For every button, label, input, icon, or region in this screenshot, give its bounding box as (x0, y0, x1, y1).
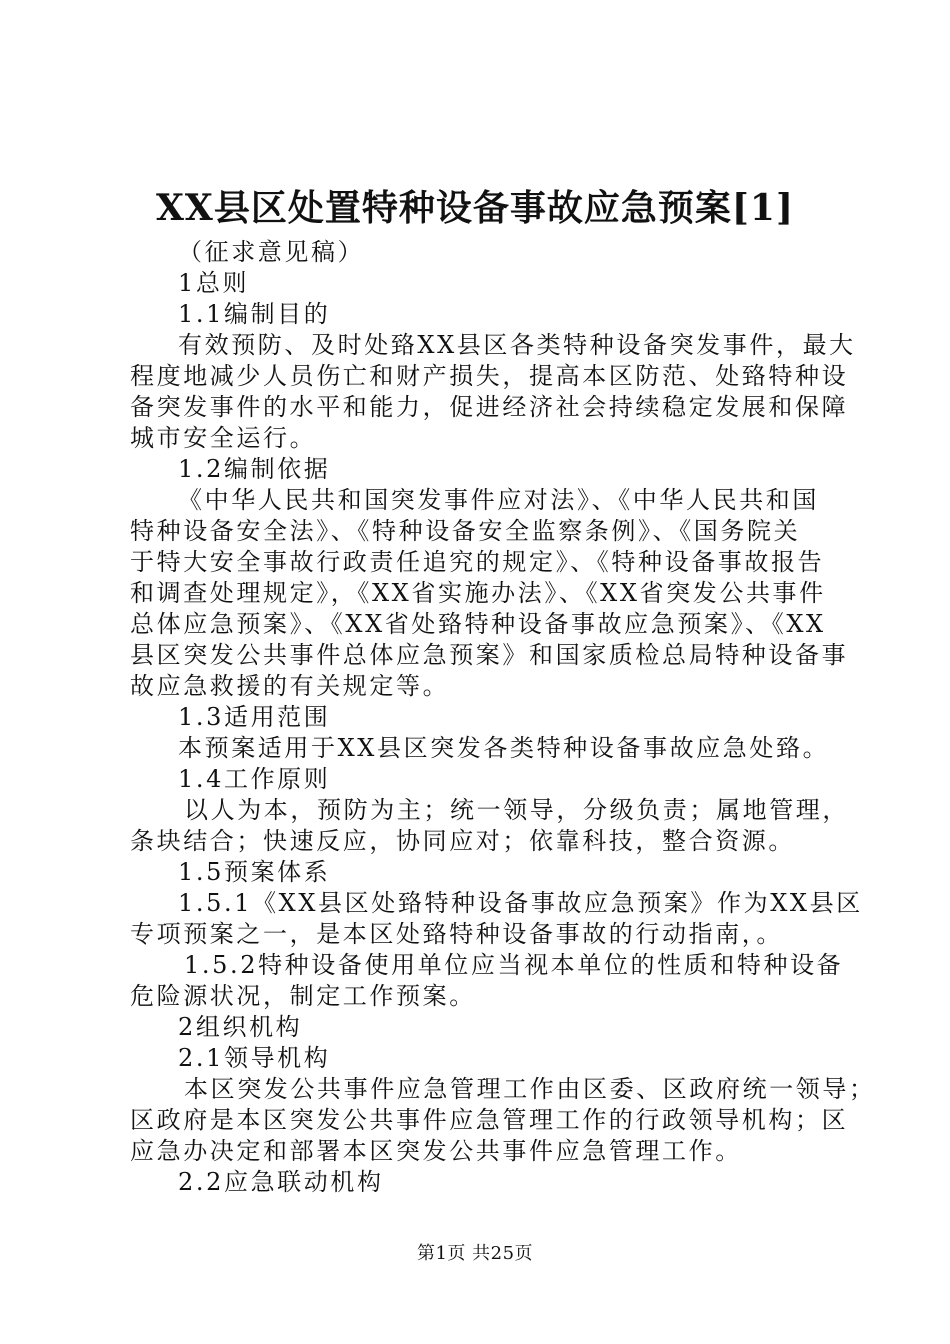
document-title: XX县区处置特种设备事故应急预案[1] (156, 187, 794, 229)
text-line: 于特大安全事故行政责任追究的规定》、《特种设备事故报告 (130, 548, 825, 576)
text-line: 专项预案之一，是本区处臵特种设备事故的行动指南，。 (130, 920, 783, 948)
text-line: 县区突发公共事件总体应急预案》和国家质检总局特种设备事 (130, 641, 849, 669)
text-line: 1.3适用范围 (178, 703, 331, 731)
text-line: 危险源状况，制定工作预案。 (130, 982, 476, 1010)
text-line: 1.5.2特种设备使用单位应当视本单位的性质和特种设备 (184, 951, 844, 979)
text-line: 1.5预案体系 (178, 858, 331, 886)
text-line: 1.5.1《XX县区处臵特种设备事故应急预案》作为XX县区 (178, 889, 863, 917)
text-line: 城市安全运行。 (130, 424, 317, 452)
text-line: （征求意见稿） (178, 238, 365, 266)
text-line: 2组织机构 (178, 1013, 303, 1041)
text-line: 《中华人民共和国突发事件应对法》、《中华人民共和国 (178, 486, 819, 514)
text-line: 1总则 (178, 269, 250, 297)
page-footer: 第1页 共25页 (416, 1243, 534, 1264)
text-line: 程度地减少人员伤亡和财产损失，提高本区防范、处臵特种设 (130, 362, 849, 390)
text-line: 备突发事件的水平和能力，促进经济社会持续稳定发展和保障 (130, 393, 849, 421)
text-line: 特种设备安全法》、《特种设备安全监察条例》、《国务院关 (130, 517, 801, 545)
text-line: 总体应急预案》、《XX省处臵特种设备事故应急预案》、《XX (130, 610, 826, 638)
text-line: 有效预防、及时处臵XX县区各类特种设备突发事件，最大 (178, 331, 856, 359)
text-line: 2.1领导机构 (178, 1044, 331, 1072)
text-line: 2.2应急联动机构 (178, 1168, 384, 1196)
text-line: 区政府是本区突发公共事件应急管理工作的行政领导机构；区 (130, 1106, 849, 1134)
text-line: 本区突发公共事件应急管理工作由区委、区政府统一领导； (184, 1075, 876, 1103)
text-line: 1.1编制目的 (178, 300, 331, 328)
text-line: 和调查处理规定》，《XX省实施办法》、《XX省突发公共事件 (130, 579, 826, 607)
text-line: 1.4工作原则 (178, 765, 331, 793)
document-body (130, 237, 876, 1198)
text-line: 应急办决定和部署本区突发公共事件应急管理工作。 (130, 1137, 742, 1165)
text-line: 以人为本，预防为主；统一领导，分级负责；属地管理， (184, 796, 849, 824)
text-line: 条块结合；快速反应，协同应对；依靠科技，整合资源。 (130, 827, 795, 855)
text-line: 本预案适用于XX县区突发各类特种设备事故应急处臵。 (178, 734, 830, 762)
text-line: 故应急救援的有关规定等。 (130, 672, 450, 700)
text-line: 1.2编制依据 (178, 455, 331, 483)
